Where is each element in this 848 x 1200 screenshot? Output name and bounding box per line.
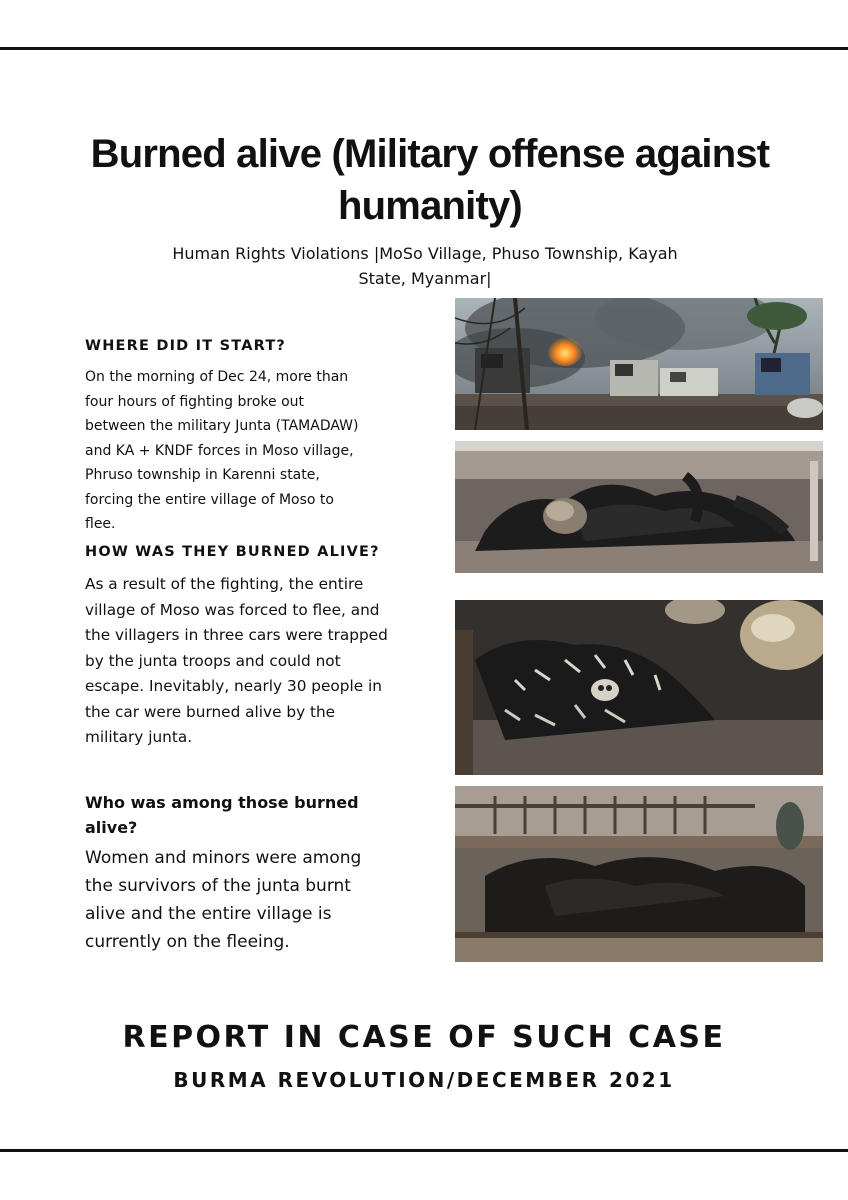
body-line: On the morning of Dec 24, more than <box>85 369 349 385</box>
section-heading <box>85 790 430 840</box>
section-heading: WHERE DID IT START? <box>85 338 287 354</box>
body-line: and KA + KNDF forces in Moso village, <box>85 442 354 459</box>
body-line: alive and the entire village is <box>85 904 332 924</box>
body-line: Phruso township in Karenni state, <box>85 467 320 483</box>
top-rule <box>0 47 848 50</box>
photo-burned-vehicle-bed <box>455 786 823 962</box>
heading-line: Who was among those burned <box>85 793 359 812</box>
body-line: the survivors of the junta burnt <box>85 876 351 896</box>
body-line: forcing the entire village of Moso to <box>85 491 334 508</box>
section-how-burned-alive <box>85 542 430 751</box>
subtitle-line-1: Human Rights Violations |MoSo Village, Phuso Township, Kayah <box>172 244 678 263</box>
body-line: Women and minors were among <box>85 848 362 868</box>
footer-source-line: BURMA REVOLUTION/DECEMBER 2021 <box>173 1068 675 1092</box>
section-body <box>85 365 430 537</box>
body-line: As a result of the fighting, the entire <box>85 575 364 593</box>
page-title: Burned alive (Military offense against humanity) <box>90 132 770 228</box>
body-line: four hours of fighting broke out <box>85 393 304 410</box>
body-line: between the military Junta (TAMADAW) <box>85 418 359 434</box>
section-who-was-burned <box>85 790 430 956</box>
section-where-did-it-start <box>85 336 430 537</box>
body-line: village of Moso was forced to flee, and <box>85 600 380 619</box>
section-heading: HOW WAS THEY BURNED ALIVE? <box>85 544 380 560</box>
body-line: by the junta troops and could not <box>85 651 341 670</box>
page-subtitle <box>125 241 725 291</box>
section-body <box>85 572 430 751</box>
photo-charred-truck-bed <box>455 441 823 573</box>
body-line: escape. Inevitably, nearly 30 people in <box>85 677 382 695</box>
photo-charred-remains <box>455 600 823 775</box>
body-line: the villagers in three cars were trapped <box>85 626 388 644</box>
section-body <box>85 844 430 956</box>
photo-burning-vehicles <box>455 298 823 430</box>
bottom-rule <box>0 1149 848 1152</box>
body-line: military junta. <box>85 728 193 746</box>
body-line: currently on the fleeing. <box>85 932 290 952</box>
heading-line: alive? <box>85 818 138 837</box>
footer-report-heading: REPORT IN CASE OF SUCH CASE <box>122 1020 726 1055</box>
body-line: flee. <box>85 516 116 532</box>
subtitle-line-2: State, Myanmar| <box>358 269 492 288</box>
body-line: the car were burned alive by the <box>85 702 336 721</box>
